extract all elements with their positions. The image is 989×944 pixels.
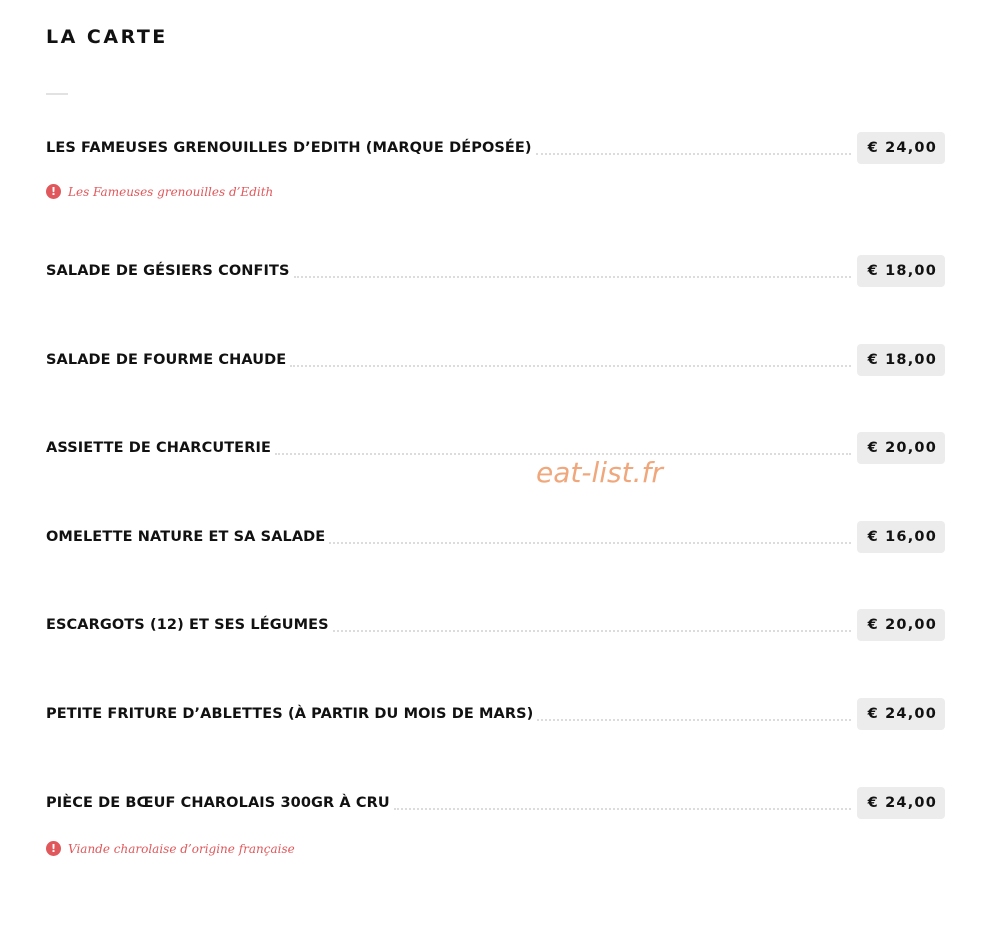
menu-item [46, 698, 945, 730]
menu-item-price: € 20,00 [857, 609, 945, 641]
menu-item-name: SALADE DE FOURME CHAUDE [46, 352, 287, 368]
menu-item-name: OMELETTE NATURE ET SA SALADE [46, 529, 326, 545]
menu-item-name: LES FAMEUSES GRENOUILLES D’EDITH (MARQUE DÉPOSÉE) [46, 140, 532, 156]
menu-item-price: € 18,00 [857, 344, 945, 376]
menu-item-price: € 24,00 [857, 132, 945, 164]
title-divider [46, 93, 68, 95]
menu-item-name: PETITE FRITURE D’ABLETTES (À PARTIR DU MOIS DE MARS) [46, 706, 534, 722]
dot-leader [294, 276, 851, 278]
dot-leader [275, 453, 851, 455]
menu-item-note-text: Les Fameuses grenouilles d’Edith [68, 184, 274, 199]
menu-item [46, 255, 945, 287]
menu-item [46, 609, 945, 641]
menu-item-price: € 24,00 [857, 787, 945, 819]
menu-item-name: SALADE DE GÉSIERS CONFITS [46, 263, 290, 279]
menu-item-price: € 16,00 [857, 521, 945, 553]
menu-item-name: ESCARGOTS (12) ET SES LÉGUMES [46, 617, 329, 633]
menu-item-note [46, 184, 273, 199]
exclamation-circle-icon: ! [46, 184, 61, 199]
watermark: eat-list.fr [536, 456, 663, 489]
menu-item [46, 344, 945, 376]
exclamation-circle-icon: ! [46, 841, 61, 856]
dot-leader [537, 719, 850, 721]
menu-item-price: € 18,00 [857, 255, 945, 287]
menu-item [46, 132, 945, 164]
menu-item-note [46, 841, 295, 856]
dot-leader [290, 365, 850, 367]
menu-item-price: € 20,00 [857, 432, 945, 464]
dot-leader [536, 153, 851, 155]
dot-leader [329, 542, 850, 544]
menu-item [46, 521, 945, 553]
dot-leader [333, 630, 851, 632]
dot-leader [394, 808, 851, 810]
menu-item [46, 432, 945, 464]
menu-item-name: PIÈCE DE BŒUF CHAROLAIS 300GR À CRU [46, 795, 390, 811]
menu-item-note-text: Viande charolaise d’origine française [68, 841, 295, 856]
menu-item [46, 787, 945, 819]
page-title: LA CARTE [46, 26, 168, 48]
menu-item-name: ASSIETTE DE CHARCUTERIE [46, 440, 271, 456]
menu-item-price: € 24,00 [857, 698, 945, 730]
